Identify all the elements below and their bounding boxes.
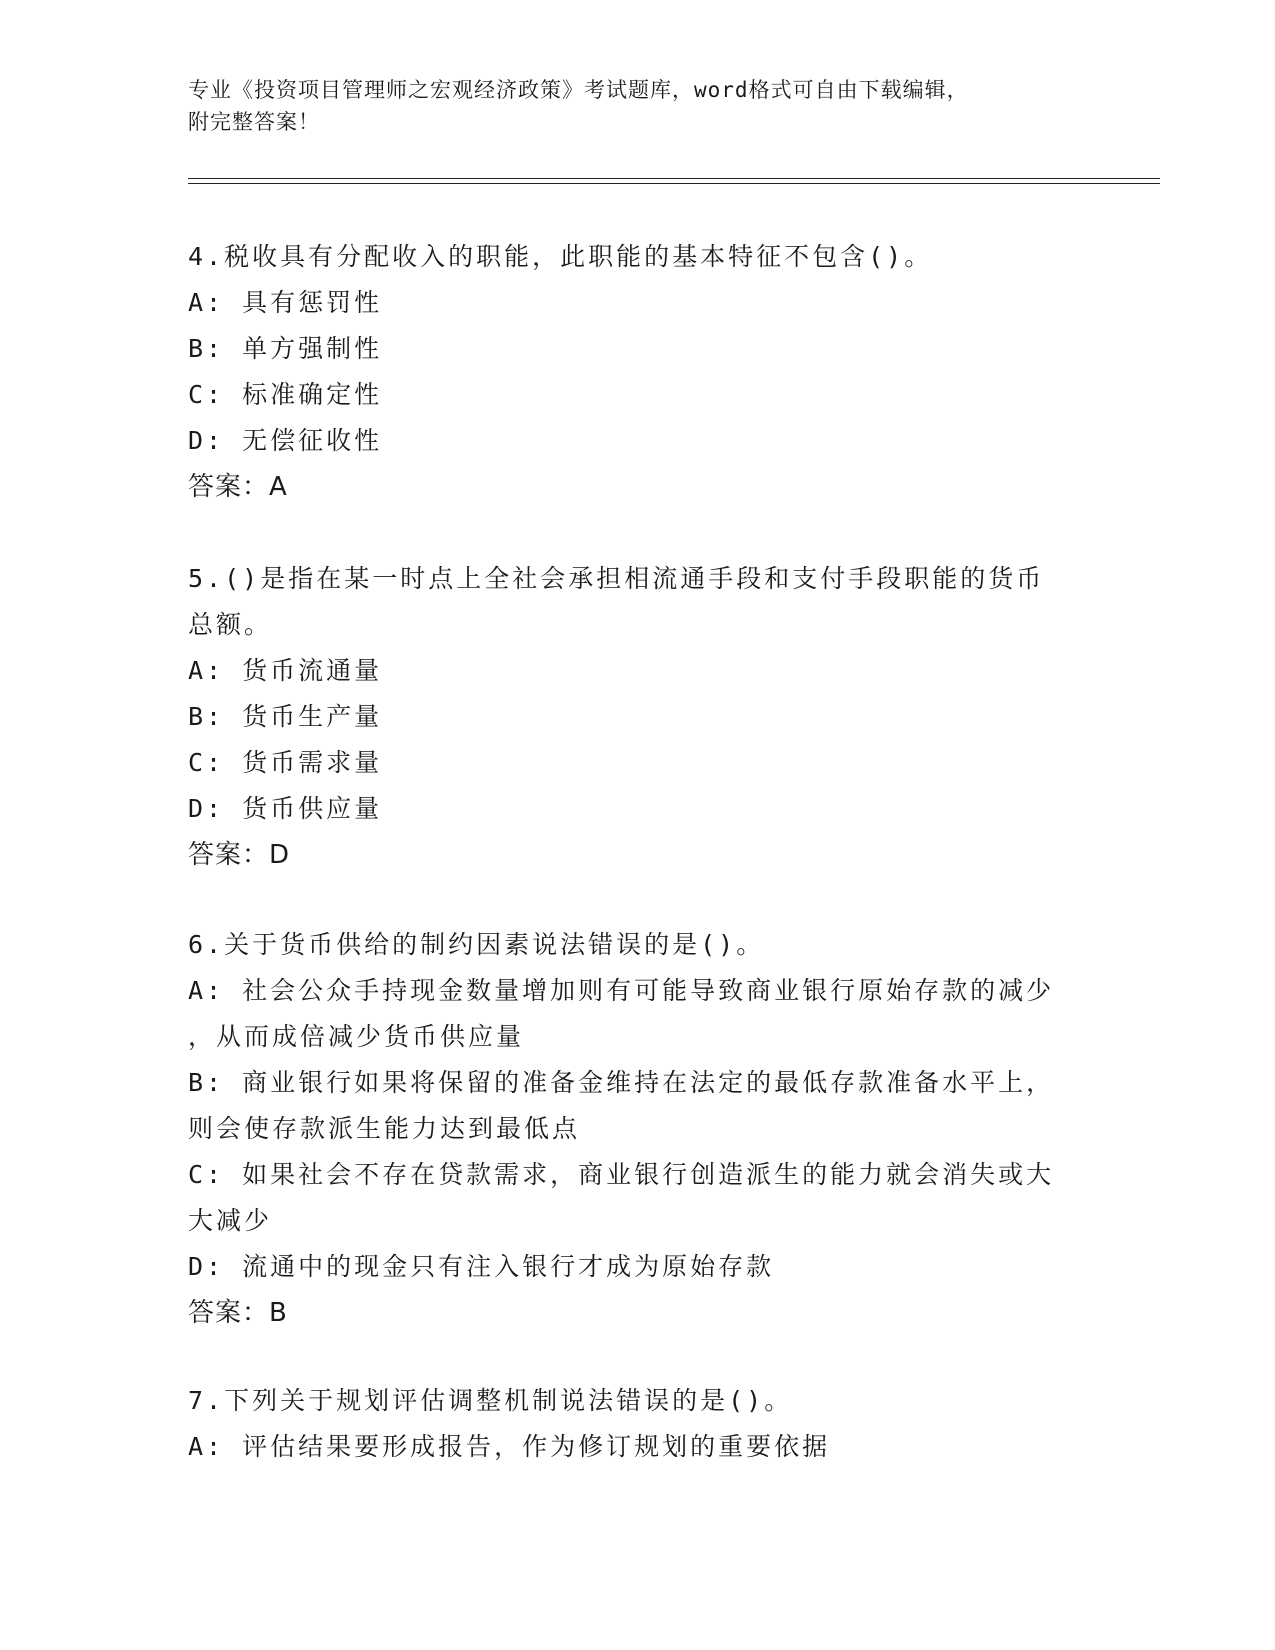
answer-line [188, 832, 1088, 878]
answer-label: 答案： [188, 1298, 270, 1328]
answer-value: B [269, 1298, 288, 1328]
answer-value: A [269, 472, 288, 502]
question-stem: 4.税收具有分配收入的职能，此职能的基本特征不包含()。 [188, 242, 933, 271]
question-stem-continued: 总额。 [188, 610, 273, 639]
option-c: C: 如果社会不存在贷款需求，商业银行创造派生的能力就会消失或大 [188, 1160, 1055, 1189]
option-b: B: 商业银行如果将保留的准备金维持在法定的最低存款准备水平上， [188, 1068, 1055, 1097]
option-c-continued: 大减少 [188, 1206, 273, 1235]
answer-label: 答案： [188, 472, 270, 502]
intro-line-1: 专业《投资项目管理师之宏观经济政策》考试题库，word格式可自由下载编辑， [188, 78, 969, 102]
header-divider-top [188, 178, 1160, 179]
option-a: A: 评估结果要形成报告，作为修订规划的重要依据 [188, 1432, 831, 1461]
question-7 [188, 1378, 1088, 1470]
option-a: A: 社会公众手持现金数量增加则有可能导致商业银行原始存款的减少 [188, 976, 1055, 1005]
question-stem: 7.下列关于规划评估调整机制说法错误的是()。 [188, 1386, 793, 1415]
question-stem: 6.关于货币供给的制约因素说法错误的是()。 [188, 930, 765, 959]
option-b: B: 单方强制性 [188, 334, 383, 363]
option-c: C: 货币需求量 [188, 748, 383, 777]
question-5 [188, 556, 1088, 878]
intro-line-2: 附完整答案！ [188, 110, 320, 134]
answer-line [188, 1290, 1088, 1336]
option-d: D: 货币供应量 [188, 794, 383, 823]
option-b: B: 货币生产量 [188, 702, 383, 731]
option-d: D: 无偿征收性 [188, 426, 383, 455]
option-b-continued: 则会使存款派生能力达到最低点 [188, 1114, 581, 1143]
option-a-continued: ，从而成倍减少货币供应量 [188, 1022, 525, 1051]
document-header [188, 74, 1088, 138]
answer-value: D [269, 840, 291, 870]
question-4 [188, 234, 1088, 510]
header-divider-bottom [188, 183, 1160, 184]
question-6 [188, 922, 1088, 1336]
option-c: C: 标准确定性 [188, 380, 383, 409]
option-d: D: 流通中的现金只有注入银行才成为原始存款 [188, 1252, 775, 1281]
option-a: A: 具有惩罚性 [188, 288, 383, 317]
question-stem: 5.()是指在某一时点上全社会承担相流通手段和支付手段职能的货币 [188, 564, 1045, 593]
option-a: A: 货币流通量 [188, 656, 383, 685]
answer-line [188, 464, 1088, 510]
answer-label: 答案： [188, 840, 270, 870]
